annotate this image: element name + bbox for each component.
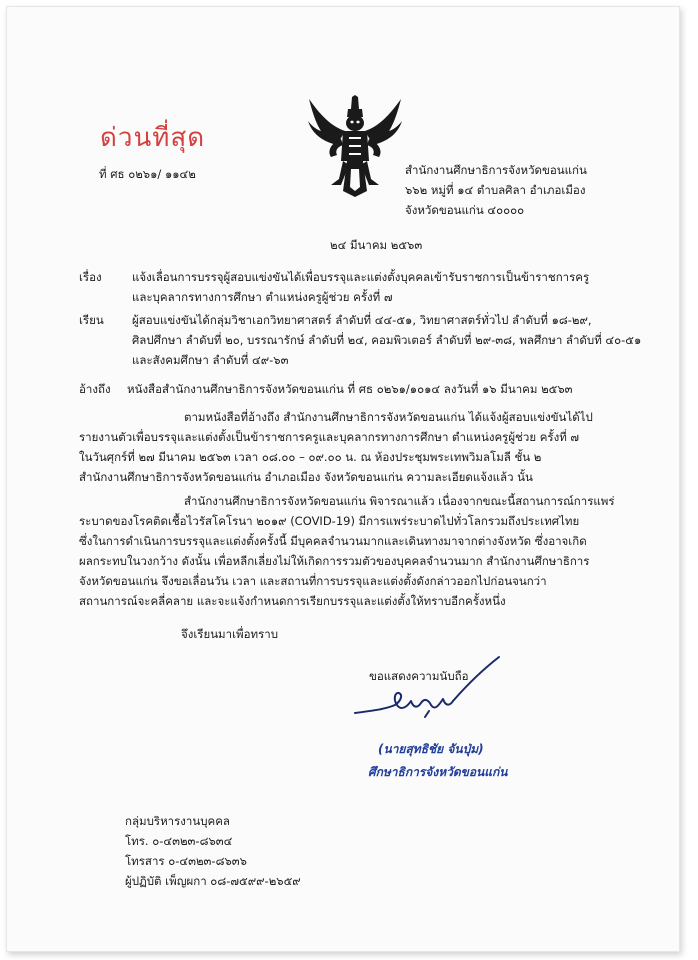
agency-province: จังหวัดขอนแก่น ๔๐๐๐๐ [405,203,525,217]
subject-text [132,267,589,307]
document-number: ที่ ศธ ๐๒๖๑/ ๑๑๔๒ [99,167,196,181]
closing-line: จึงเรียนมาเพื่อทราบ [181,627,279,641]
respect-closing: ขอแสดงความนับถือ [369,669,469,683]
reference-text: หนังสือสำนักงานศึกษาธิการจังหวัดขอนแก่น ที่ ศธ ๐๒๖๑/๑๐๑๔ ลงวันที่ ๑๖ มีนาคม ๒๕๖๓ [127,382,573,396]
body-paragraph-2 [79,491,615,611]
paragraph-line: สำนักงานศึกษาธิการจังหวัดขอนแก่น อำเภอเมือง จังหวัดขอนแก่น ความละเอียดแจ้งแล้ว นั้น [79,470,533,484]
signer-name: (นายสุทธิชัย จันปุ่ม) [378,742,484,756]
paragraph-line: สำนักงานศึกษาธิการจังหวัดขอนแก่น พิจารณาแล้ว เนื่องจากขณะนี้สถานการณ์การแพร่ [184,494,615,508]
urgency-stamp: ด่วนที่สุด [100,123,206,153]
paragraph-line: ระบาดของโรคติดเชื้อไวรัสโคโรนา ๒๐๑๙ (COVID-19) มีการแพร่ระบาดไปทั่วโลกรวมถึงประเทศไทย [79,514,580,528]
paragraph-line: ผลกระทบในวงกว้าง ดังนั้น เพื่อหลีกเลี่ยงไม่ให้เกิดการรวมตัวของบุคคลจำนวนมาก สำนักงานศึกษาธิการ [79,554,590,568]
addressee-line: และสังคมศึกษา ลำดับที่ ๔๙-๖๓ [132,353,289,367]
footer-contact [125,811,301,891]
paragraph-line: จังหวัดขอนแก่น จึงขอเลื่อนวัน เวลา และสถานที่การบรรจุและแต่งตั้งดังกล่าวออกไปก่อนจนกว่า [79,574,547,588]
body-paragraph-1 [79,407,593,487]
addressee-label: เรียน [79,313,104,327]
garuda-emblem-icon [307,95,403,197]
addressee-line: ศิลปศึกษา ลำดับที่ ๒๐, บรรณารักษ์ ลำดับที่ ๒๔, คอมพิวเตอร์ ลำดับที่ ๒๙-๓๘, พลศึกษา ลำดับที่ ๔๐-๕๑ [132,333,642,347]
agency-address [405,160,587,220]
footer-phone: โทร. ๐-๔๓๒๓-๘๖๓๔ [125,834,233,848]
agency-street: ๖๖๒ หมู่ที่ ๑๔ ตำบลศิลา อำเภอเมือง [405,183,586,197]
handwritten-signature [349,655,509,727]
reference-label: อ้างถึง [79,382,111,396]
signer-position: ศึกษาธิการจังหวัดขอนแก่น [368,765,508,779]
document-date: ๒๔ มีนาคม ๒๕๖๓ [330,238,423,252]
footer-fax: โทรสาร ๐-๔๓๒๓-๘๖๓๖ [125,854,247,868]
footer-officer: ผู้ปฏิบัติ เพ็ญผกา ๐๘-๗๕๙๙-๒๖๕๙ [125,874,301,888]
document-page [6,6,680,952]
footer-department: กลุ่มบริหารงานบุคคล [125,814,230,828]
addressee-line: ผู้สอบแข่งขันได้กลุ่มวิชาเอกวิทยาศาสตร์ ลำดับที่ ๔๔-๕๑, วิทยาศาสตร์ทั่วไป ลำดับที่ ๑๘-๒๙, [132,313,592,327]
agency-name: สำนักงานศึกษาธิการจังหวัดขอนแก่น [405,163,587,177]
subject-line: และบุคลากรทางการศึกษา ตำแหน่งครูผู้ช่วย ครั้งที่ ๗ [132,290,393,304]
paragraph-line: รายงานตัวเพื่อบรรจุและแต่งตั้งเป็นข้าราชการครูและบุคลากรทางการศึกษา ตำแหน่งครูผู้ช่วย ครั้งที่ ๗ [79,430,580,444]
paragraph-line: ในวันศุกร์ที่ ๒๗ มีนาคม ๒๕๖๓ เวลา ๐๘.๐๐ – ๐๙.๐๐ น. ณ ห้องประชุมพระเทพวิมลโมลี ชั้น ๒ [79,450,542,464]
paragraph-line: ซึ่งในการดำเนินการบรรจุและแต่งตั้งครั้งนี้ มีบุคคลจำนวนมากและเดินทางมาจากต่างจังหวัด ซึ่งอาจเกิด [79,534,587,548]
paragraph-line: ตามหนังสือที่อ้างถึง สำนักงานศึกษาธิการจังหวัดขอนแก่น ได้แจ้งผู้สอบแข่งขันได้ไป [184,410,593,424]
subject-line: แจ้งเลื่อนการบรรจุผู้สอบแข่งขันได้เพื่อบรรจุและแต่งตั้งบุคคลเข้ารับราชการเป็นข้าราชการครู [132,270,590,284]
subject-label: เรื่อง [79,270,102,284]
addressee-text [132,310,641,370]
paragraph-line: สถานการณ์จะคลี่คลาย และจะแจ้งกำหนดการเรียกบรรจุและแต่งตั้งให้ทราบอีกครั้งหนึ่ง [79,594,506,608]
